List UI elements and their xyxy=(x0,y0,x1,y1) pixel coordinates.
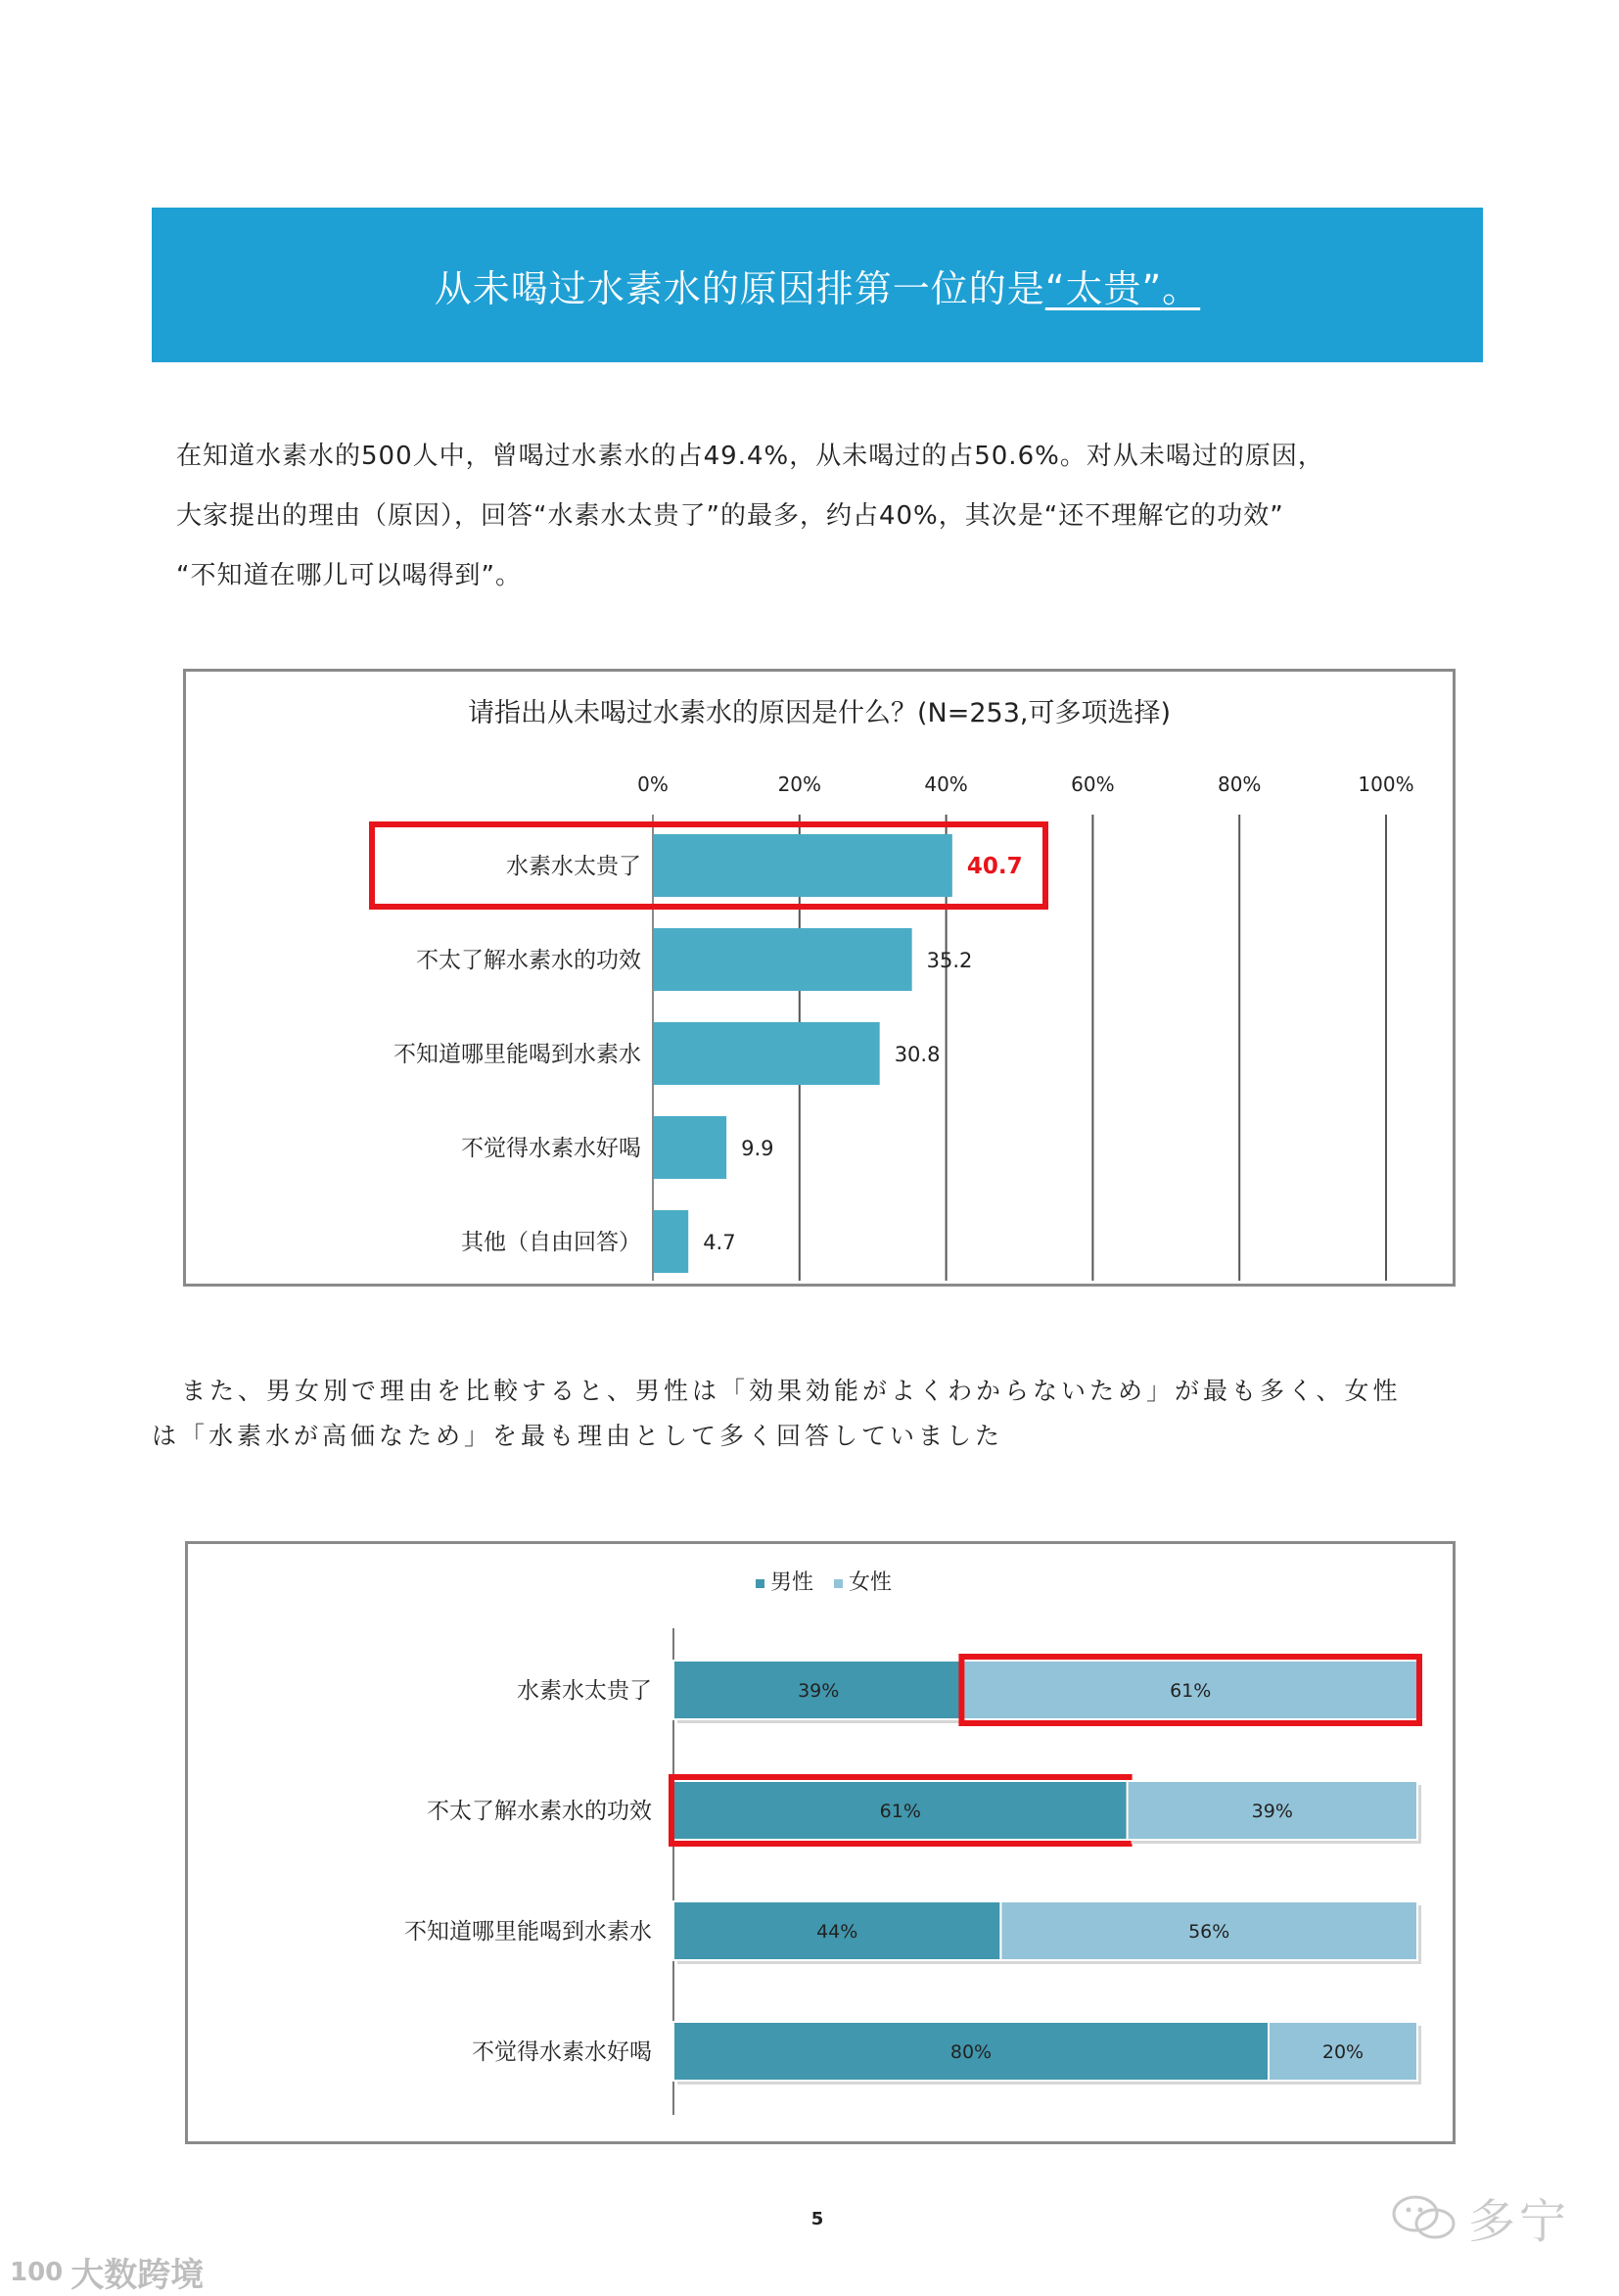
category-label: 其他（自由回答） xyxy=(461,1230,641,1255)
reasons-bar-chart xyxy=(183,669,1456,1287)
japanese-paragraph xyxy=(152,1369,1488,1459)
watermark-right xyxy=(1390,2183,1570,2251)
category-label: 不太了解水素水的功效 xyxy=(416,948,641,973)
tick-label: 80% xyxy=(1217,773,1262,796)
legend-label: 女性 xyxy=(849,1570,893,1595)
category-label: 不太了解水素水的功效 xyxy=(427,1799,652,1824)
watermark-left xyxy=(10,2248,204,2296)
data-label: 9.9 xyxy=(741,1137,774,1160)
bar xyxy=(654,834,952,897)
tick-label: 40% xyxy=(924,773,968,796)
legend-label: 男性 xyxy=(770,1570,814,1595)
bar xyxy=(654,1210,688,1273)
data-label: 35.2 xyxy=(926,949,973,972)
title-banner xyxy=(152,208,1483,362)
tick-label: 0% xyxy=(637,773,669,796)
legend-swatch xyxy=(756,1579,764,1588)
category-label: 不知道哪里能喝到水素水 xyxy=(393,1042,641,1067)
watermark-logo: 100 xyxy=(10,2257,64,2287)
bar xyxy=(654,1116,726,1179)
watermark-right-text: 多宁 xyxy=(1468,2194,1571,2249)
japanese-line: は「水素水が高価なため」を最も理由として多く回答していました xyxy=(152,1422,1004,1450)
segment-label: 39% xyxy=(1251,1801,1293,1822)
tick-label: 60% xyxy=(1071,773,1115,796)
intro-line: 在知道水素水的500人中，曾喝过水素水的占49.4%，从未喝过的占50.6%。对从未喝过的原因， xyxy=(176,442,1324,471)
tick-label: 100% xyxy=(1358,773,1414,796)
segment-label: 39% xyxy=(798,1680,840,1702)
segment-label: 80% xyxy=(949,2041,993,2063)
data-label: 4.7 xyxy=(703,1231,736,1254)
japanese-line: また、男女別で理由を比較すると、男性は「効果効能がよくわからないため」が最も多く、女性 xyxy=(181,1377,1402,1405)
chart-title: 请指出从未喝过水素水的原因是什么？(N=253,可多项选择) xyxy=(467,698,1172,728)
bar xyxy=(654,928,912,991)
category-label: 不觉得水素水好喝 xyxy=(472,2039,652,2065)
category-label: 不知道哪里能喝到水素水 xyxy=(404,1919,652,1945)
gender-stacked-chart-svg xyxy=(188,1544,1453,2141)
legend-swatch xyxy=(834,1579,843,1588)
intro-paragraph xyxy=(176,427,1488,606)
category-label: 不觉得水素水好喝 xyxy=(461,1136,641,1161)
segment-label: 61% xyxy=(1170,1680,1212,1702)
category-label: 水素水太贵了 xyxy=(506,854,641,879)
intro-line: 大家提出的理由（原因），回答“水素水太贵了”的最多，约占40%，其次是“还不理解它的功效” xyxy=(176,501,1284,531)
banner-title-highlight: “太贵”。 xyxy=(1044,266,1201,310)
gender-stacked-chart xyxy=(185,1541,1456,2144)
watermark-left-text: 大数跨境 xyxy=(70,2256,205,2295)
segment-label: 20% xyxy=(1321,2041,1365,2063)
page-number: 5 xyxy=(810,2209,824,2229)
intro-line: “不知道在哪儿可以喝得到”。 xyxy=(176,561,522,590)
banner-title-main: 从未喝过水素水的原因排第一位的是 xyxy=(434,266,1045,310)
category-label: 水素水太贵了 xyxy=(517,1678,652,1704)
banner-title xyxy=(435,258,1200,312)
bar xyxy=(654,1022,880,1085)
tick-label: 20% xyxy=(777,773,822,796)
segment-label: 44% xyxy=(816,1921,858,1943)
segment-label: 61% xyxy=(879,1801,921,1822)
data-label: 30.8 xyxy=(894,1043,941,1066)
chat-bubble-icon xyxy=(1390,2192,1458,2243)
segment-label: 56% xyxy=(1188,1921,1230,1943)
reasons-bar-chart-svg xyxy=(186,672,1453,1284)
data-label: 40.7 xyxy=(966,854,1023,879)
